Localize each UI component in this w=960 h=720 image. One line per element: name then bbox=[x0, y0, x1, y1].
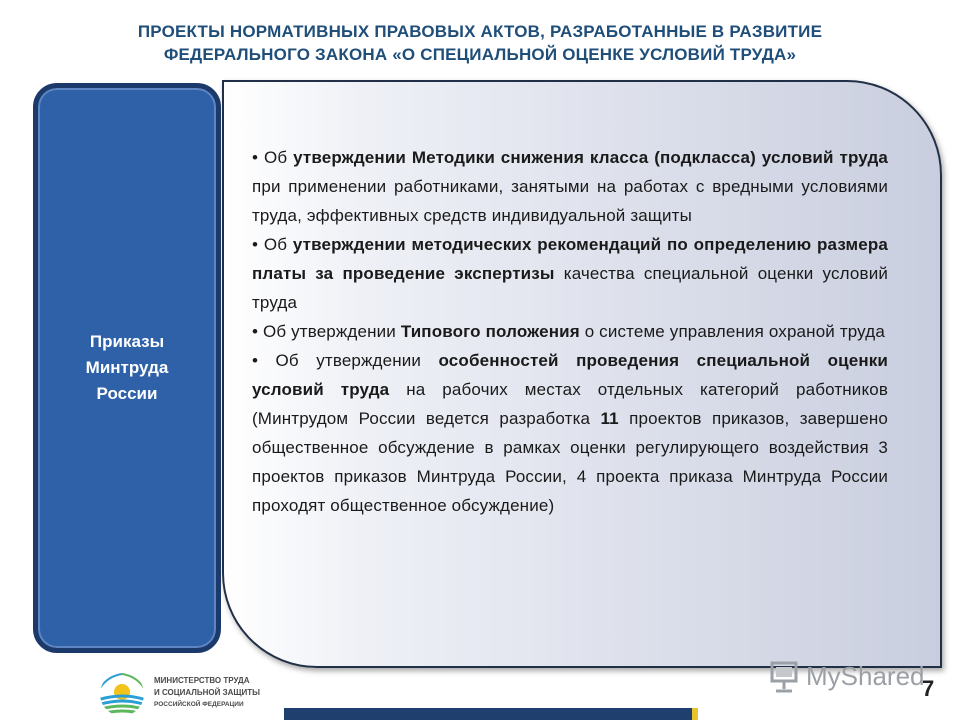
bullet-item-1 bbox=[252, 143, 888, 230]
bullet-text: Об bbox=[258, 148, 294, 167]
category-line-2: Минтруда bbox=[85, 358, 169, 377]
bullet-text: Об утверждении bbox=[258, 351, 439, 370]
bullet-text: качества специальной оценки условий труда bbox=[252, 264, 889, 312]
bullet-text: Об утверждении bbox=[258, 322, 401, 341]
bullet-bold-text: утверждении методических рекомендаций по определению размера платы за проведение экспертизы bbox=[252, 235, 888, 283]
watermark bbox=[766, 656, 925, 696]
bullet-item-3 bbox=[252, 317, 888, 346]
bullet-text: при применении работниками, занятыми на работах с вредными условиями труда, эффективных средств индивидуальной защиты bbox=[252, 177, 888, 225]
page-title bbox=[20, 20, 940, 66]
bullet-item-2 bbox=[252, 230, 888, 317]
myshared-presentation-icon bbox=[766, 659, 802, 693]
content-panel bbox=[222, 80, 942, 668]
bullet-text: Об bbox=[258, 235, 293, 254]
bullet-marker: • bbox=[252, 351, 259, 370]
bullet-list bbox=[252, 143, 888, 520]
ministry-name bbox=[154, 675, 284, 710]
ministry-sun-logo-icon bbox=[98, 670, 146, 718]
bottom-bar bbox=[284, 708, 698, 720]
bullet-bold-text: утверждении Методики снижения класса (подкласса) условий труда bbox=[293, 148, 888, 167]
bullet-bold-number: 11 bbox=[600, 409, 619, 428]
bullet-marker: • bbox=[252, 148, 259, 167]
category-line-3: России bbox=[96, 384, 158, 403]
category-card bbox=[33, 83, 221, 653]
category-card-label bbox=[86, 329, 169, 407]
ministry-line-1: МИНИСТЕРСТВО ТРУДА bbox=[154, 676, 250, 685]
title-line-1: ПРОЕКТЫ НОРМАТИВНЫХ ПРАВОВЫХ АКТОВ, РАЗРАБОТАННЫЕ В РАЗВИТИЕ bbox=[137, 22, 823, 41]
page-number: 7 bbox=[922, 676, 935, 701]
bullet-text: на рабочих местах отдельных категорий работников (Минтрудом России ведется разработка bbox=[252, 380, 889, 428]
bullet-bold-text: особенностей проведения специальной оценки условий труда bbox=[252, 351, 888, 399]
category-line-1: Приказы bbox=[89, 332, 165, 351]
bullet-item-4 bbox=[252, 346, 888, 520]
bullet-marker: • bbox=[252, 322, 259, 341]
title-line-2: ФЕДЕРАЛЬНОГО ЗАКОНА «О СПЕЦИАЛЬНОЙ ОЦЕНКЕ УСЛОВИЙ ТРУДА» bbox=[163, 45, 797, 64]
bullet-marker: • bbox=[252, 235, 259, 254]
ministry-line-2: И СОЦИАЛЬНОЙ ЗАЩИТЫ bbox=[154, 688, 260, 697]
bullet-text: проектов приказов, завершено общественное обсуждение в рамках оценки регулирующего воздействия 3 проектов приказов Минтруда России, 4 проекта приказа Минтруда России проходят общественное обсуждение) bbox=[252, 409, 889, 515]
watermark-text: MyShared bbox=[806, 660, 925, 691]
bullet-bold-text: Типового положения bbox=[400, 322, 580, 341]
bullet-text: о системе управления охраной труда bbox=[579, 322, 885, 341]
ministry-line-3: РОССИЙСКОЙ ФЕДЕРАЦИИ bbox=[154, 701, 244, 708]
